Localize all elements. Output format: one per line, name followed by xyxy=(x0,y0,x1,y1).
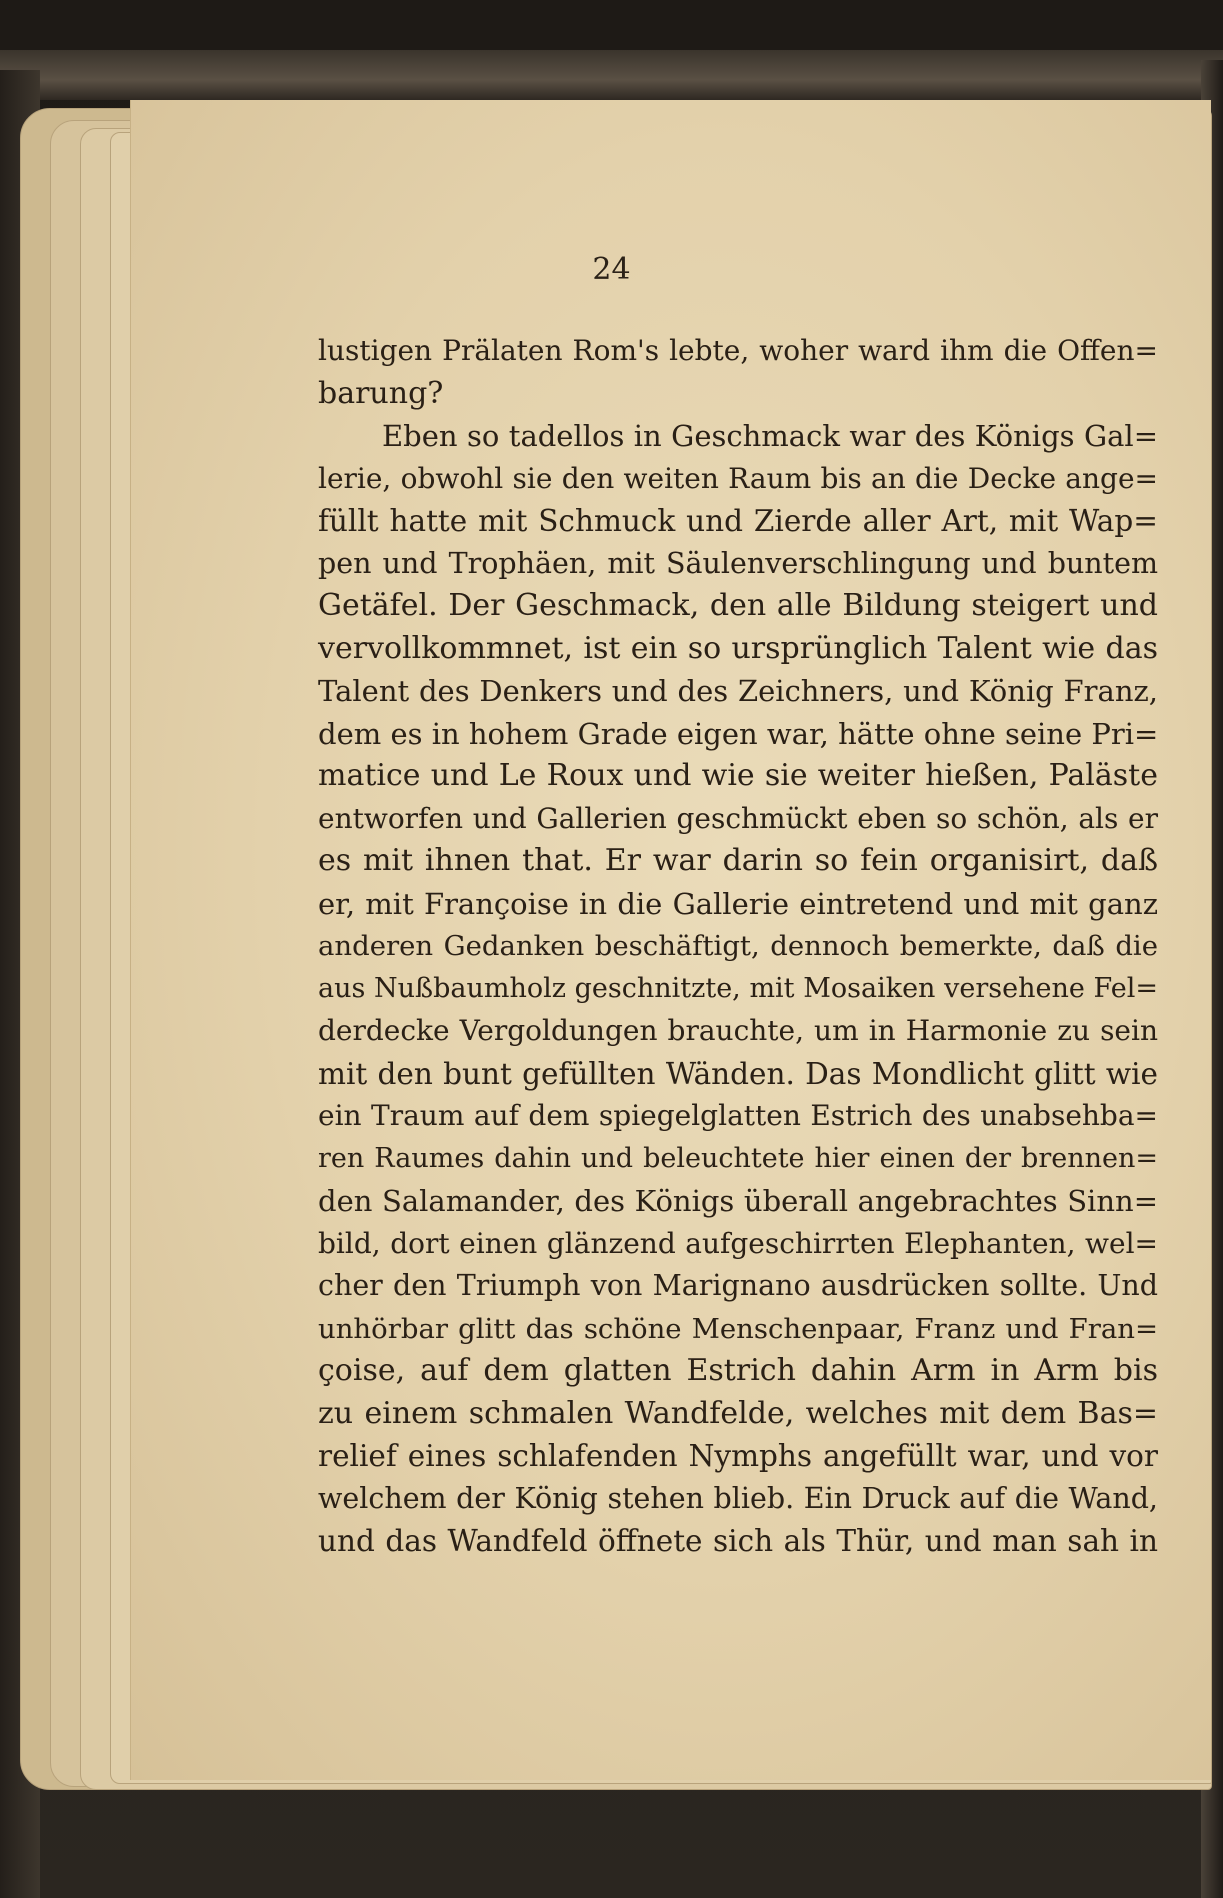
text-line: anderen Gedanken beschäftigt, dennoch bemerkte, daß die xyxy=(318,930,1158,962)
text-line: cher den Triumph von Marignano ausdrücken sollte. Und xyxy=(318,1269,1158,1302)
text-line: welchem der König stehen blieb. Ein Druck auf die Wand, xyxy=(318,1481,1158,1515)
text-line: und das Wandfeld öffnete sich als Thür, und man sah in xyxy=(318,1524,1158,1558)
text-line: barung? xyxy=(318,375,444,411)
text-line: matice und Le Roux und wie sie weiter hießen, Paläste xyxy=(318,758,1158,793)
text-line: lerie, obwohl sie den weiten Raum bis an die Decke ange= xyxy=(318,461,1158,495)
text-line: entworfen und Gallerien geschmückt eben so schön, als er xyxy=(318,801,1158,835)
text-line: dem es in hohem Grade eigen war, hätte ohne seine Pri= xyxy=(318,716,1159,751)
text-line: es mit ihnen that. Er war darin so fein organisirt, daß xyxy=(318,843,1158,878)
text-line: relief eines schlafenden Nymphs angefüllt war, und vor xyxy=(318,1439,1158,1473)
text-line: Getäfel. Der Geschmack, den alle Bildung steigert und xyxy=(318,588,1158,623)
text-line: füllt hatte mit Schmuck und Zierde aller Art, mit Wap= xyxy=(318,504,1158,538)
text-line: derdecke Vergoldungen brauchte, um in Harmonie zu sein xyxy=(318,1014,1158,1047)
book-cover-top xyxy=(0,50,1223,100)
text-line: unhörbar glitt das schöne Menschenpaar, Franz und Fran= xyxy=(318,1312,1158,1345)
text-line: zu einem schmalen Wandfelde, welches mit dem Bas= xyxy=(318,1395,1158,1431)
page-body-text xyxy=(318,330,1158,1563)
text-line: ren Raumes dahin und beleuchtete hier einen der brennen= xyxy=(318,1142,1158,1174)
text-line: Talent des Denkers und des Zeichners, und König Franz, xyxy=(318,674,1158,708)
text-line: er, mit Françoise in die Gallerie eintretend und mit ganz xyxy=(318,886,1158,921)
text-line: aus Nußbaumholz geschnitzte, mit Mosaiken versehene Fel= xyxy=(318,972,1158,1004)
text-line: çoise, auf dem glatten Estrich dahin Arm in Arm bis xyxy=(318,1353,1158,1388)
text-line: pen und Trophäen, mit Säulenverschlingung und buntem xyxy=(318,546,1158,580)
text-line: mit den bunt gefüllten Wänden. Das Mondlicht glitt wie xyxy=(318,1056,1158,1091)
text-line: vervollkommnet, ist ein so ursprünglich Talent wie das xyxy=(318,630,1158,666)
text-line: Eben so tadellos in Geschmack war des Königs Gal= xyxy=(382,419,1158,453)
text-line: den Salamander, des Königs überall angebrachtes Sinn= xyxy=(318,1184,1158,1218)
page-number: 24 xyxy=(592,252,631,287)
text-line: bild, dort einen glänzend aufgeschirrten Elephanten, wel= xyxy=(318,1226,1158,1260)
text-line: lustigen Prälaten Rom's lebte, woher ward ihm die Offen= xyxy=(318,334,1158,367)
text-line: ein Traum auf dem spiegelglatten Estrich des unabsehba= xyxy=(318,1099,1158,1132)
